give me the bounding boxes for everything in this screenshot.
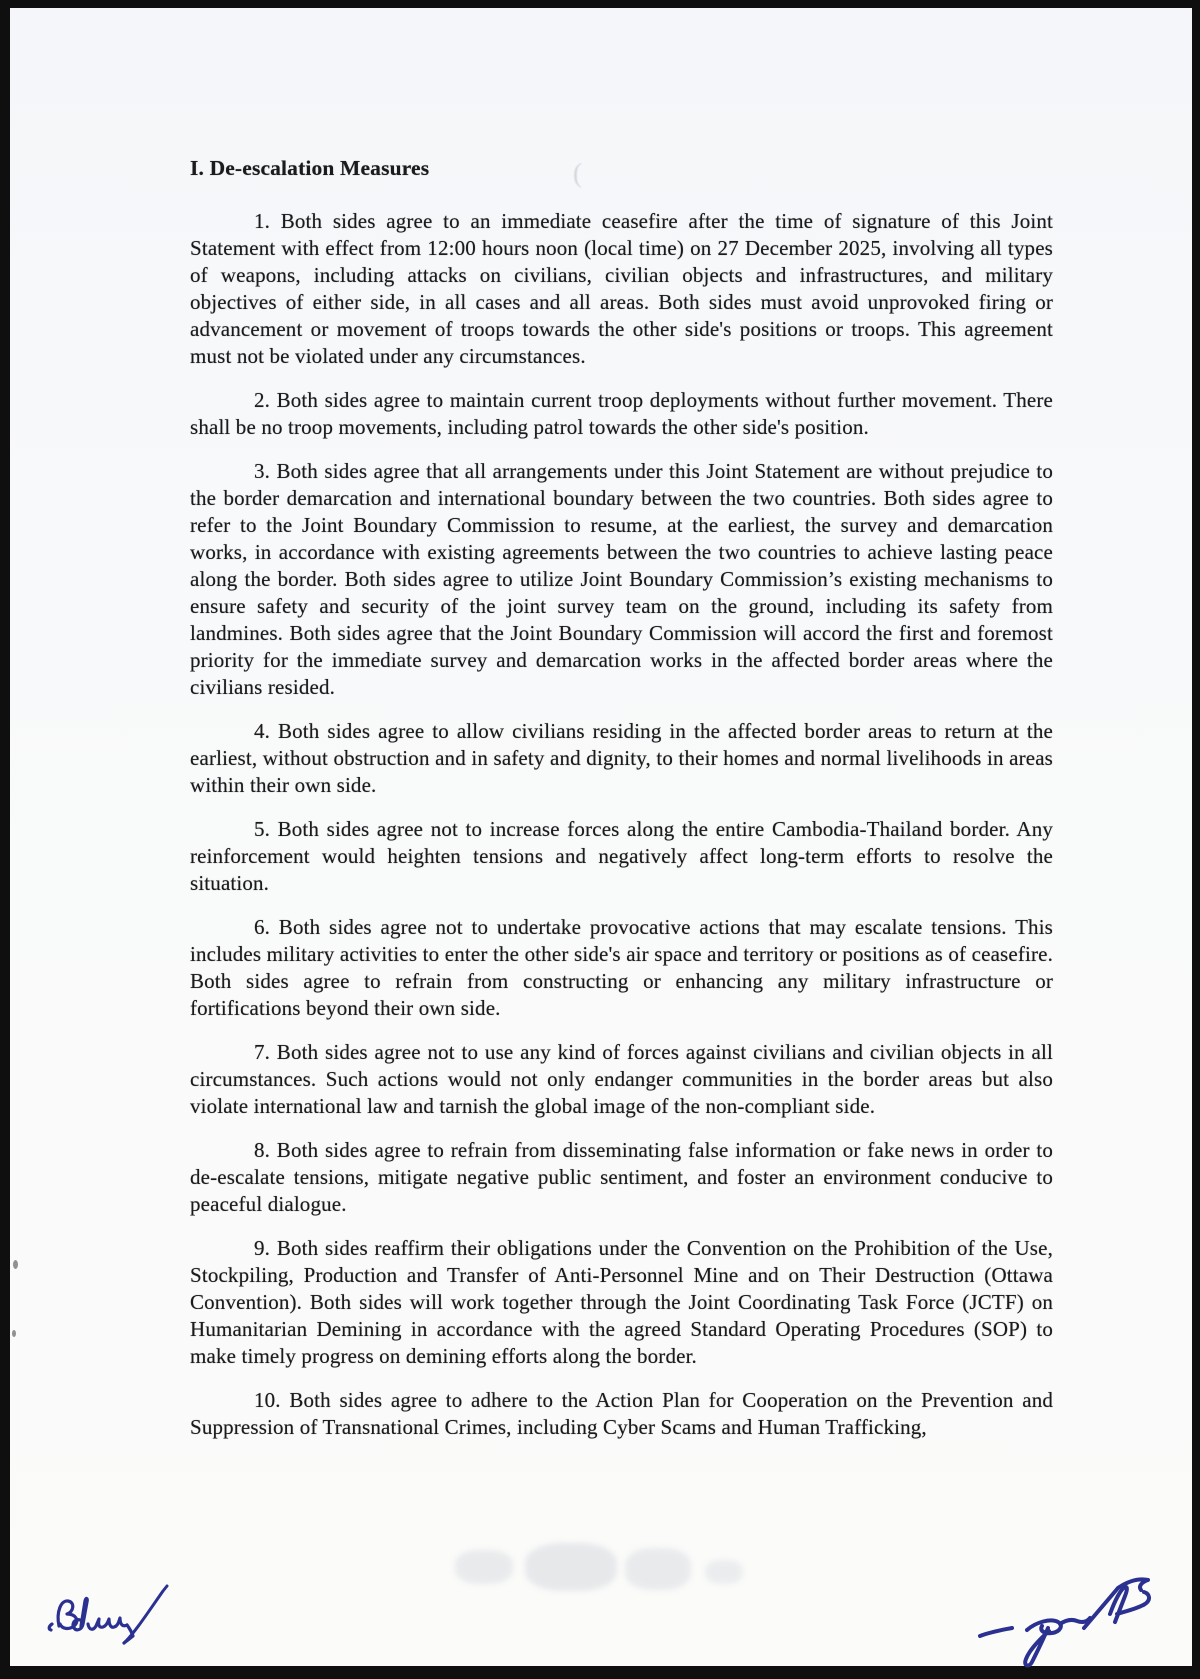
right-signature-icon <box>972 1566 1190 1674</box>
paragraph-8: 8. Both sides agree to refrain from disseminating false information or fake news in order to de-escalate tensions, mitigate negative public sentiment, and foster an environment conducive to peaceful dialogue. <box>190 1138 1053 1216</box>
right-signature <box>972 1566 1190 1674</box>
bleed-mark <box>455 1550 513 1584</box>
document-body <box>190 155 1053 1458</box>
faint-bleed-paren: ( <box>573 158 582 188</box>
bleed-mark <box>625 1548 691 1590</box>
paragraph-6: 6. Both sides agree not to undertake provocative actions that may escalate tensions. This includes military activities to enter the other side's air space and territory or positions as of ceasefire. Both sides agree to refrain from constructing or enhancing any military infrastructure or fortifications beyond their own side. <box>190 915 1053 1020</box>
left-signature-icon <box>46 1576 174 1658</box>
bleed-mark <box>705 1560 743 1584</box>
left-signature <box>46 1576 174 1658</box>
paragraph-2: 2. Both sides agree to maintain current troop deployments without further movement. There shall be no troop movements, including patrol towards the other side's position. <box>190 388 1053 439</box>
paragraph-5: 5. Both sides agree not to increase forces along the entire Cambodia-Thailand border. Any reinforcement would heighten tensions and negatively affect long-term efforts to resolve the situation. <box>190 817 1053 895</box>
paper-page <box>10 8 1192 1666</box>
paragraph-10: 10. Both sides agree to adhere to the Action Plan for Cooperation on the Prevention and Suppression of Transnational Crimes, including Cyber Scams and Human Trafficking, <box>190 1388 1053 1439</box>
scan-speck <box>13 1260 18 1269</box>
scan-speck <box>12 1330 16 1337</box>
paragraph-7: 7. Both sides agree not to use any kind of forces against civilians and civilian objects in all circumstances. Such actions would not only endanger communities in the border areas but also violate international law and tarnish the global image of the non-compliant side. <box>190 1040 1053 1118</box>
section-heading: I. De-escalation Measures <box>190 156 430 180</box>
paragraph-9: 9. Both sides reaffirm their obligations under the Convention on the Prohibition of the Use, Stockpiling, Production and Transfer of Anti-Personnel Mine and on Their Destruction (Ottawa Convention). Both sides will work together through the Joint Coordinating Task Force (JCTF) on Humanitarian Demining in accordance with the agreed Standard Operating Procedures (SOP) to make timely progress on demining efforts along the border. <box>190 1236 1053 1368</box>
paragraph-1: 1. Both sides agree to an immediate ceasefire after the time of signature of this Joint Statement with effect from 12:00 hours noon (local time) on 27 December 2025, involving all types of weapons, including attacks on civilians, civilian objects and infrastructures, and military objectives of either side, in all cases and all areas. Both sides must avoid unprovoked firing or advancement or movement of troops towards the other side's positions or troops. This agreement must not be violated under any circumstances. <box>190 209 1053 368</box>
paragraph-4: 4. Both sides agree to allow civilians residing in the affected border areas to return at the earliest, without obstruction and in safety and dignity, to their homes and normal livelihoods in areas within their own side. <box>190 719 1053 797</box>
bleed-mark <box>525 1543 617 1591</box>
paragraph-3: 3. Both sides agree that all arrangements under this Joint Statement are without prejudice to the border demarcation and international boundary between the two countries. Both sides agree to refer to the Joint Boundary Commission to resume, at the earliest, the survey and demarcation works, in accordance with existing agreements between the two countries to achieve lasting peace along the border. Both sides agree to utilize Joint Boundary Commission’s existing mechanisms to ensure safety and security of the joint survey team on the ground, including its safety from landmines. Both sides agree that the Joint Boundary Commission will accord the first and foremost priority for the immediate survey and demarcation works in the affected border areas where the civilians resided. <box>190 459 1053 699</box>
